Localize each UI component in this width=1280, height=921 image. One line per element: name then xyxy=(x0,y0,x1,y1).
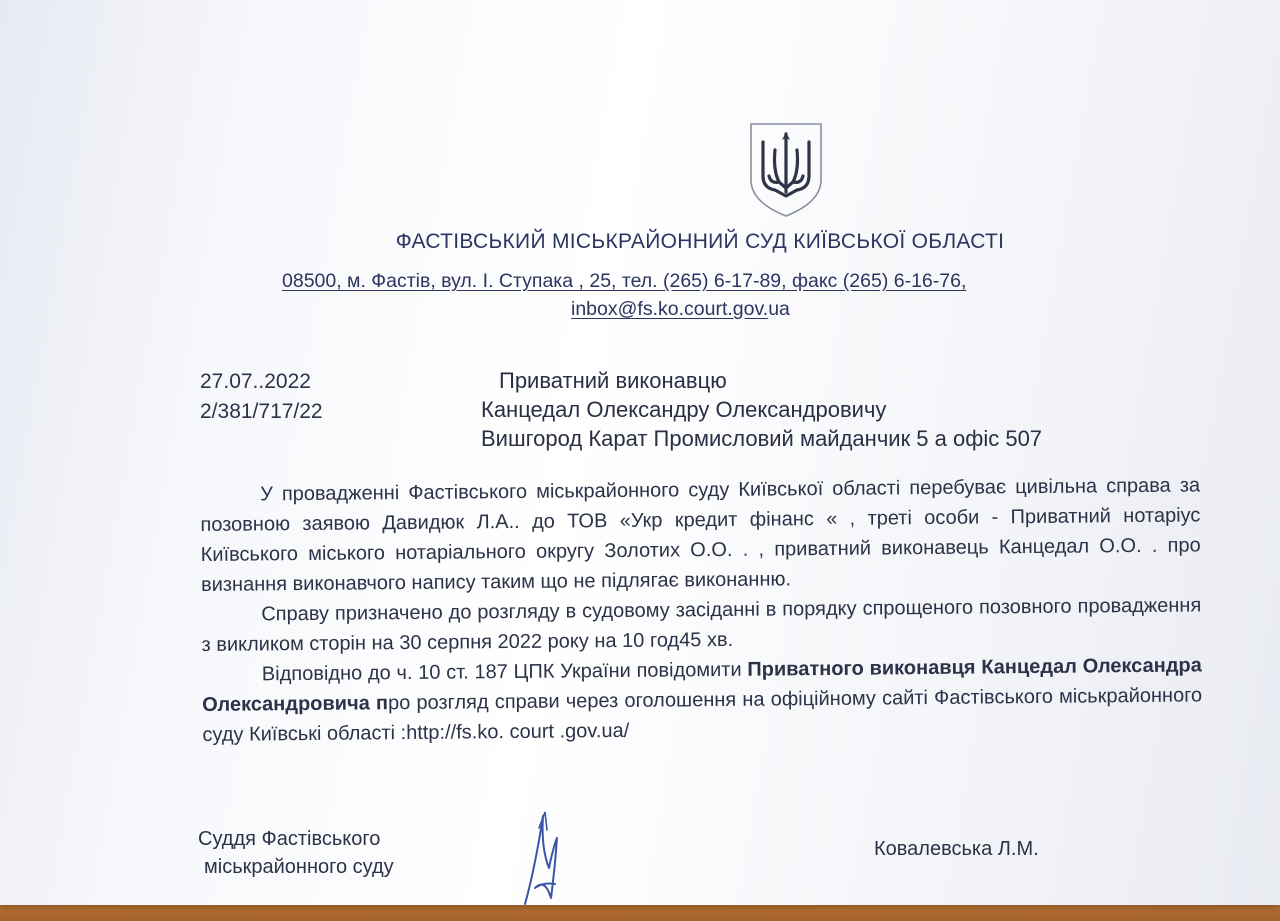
notice-text-start: Відповідно до ч. 10 ст. 187 ЦПК України повідомити xyxy=(261,658,748,686)
email-link[interactable]: inbox@fs.ko.court.gov. xyxy=(571,298,769,320)
addressee-name: Канцедал Олександру Олександровичу xyxy=(481,397,887,422)
paragraph-case-info: У провадженні Фастівського міськрайонного суду Київської області перебуває цивільна справа за позовною заявою Давидюк Л.А.. до ТОВ «Укр кредит фінанс « , треті особи - Приватний нотаріус Київського міського нотаріального округу Золотих О.О. . , приватний виконавець Канцедал О.О. . про визнання виконавчого напису таким що не підлягає виконанню. xyxy=(200,474,1201,596)
paragraph-notice xyxy=(202,650,1203,750)
handwritten-signature-icon xyxy=(505,808,575,908)
paragraph-hearing-date: Справу призначено до розгляду в судовому засіданні в порядку спрощеного позовного провадження з викликом сторін на 30 серпня 2022 року на 10 год45 хв. xyxy=(201,594,1202,656)
document-date: 27.07..2022 xyxy=(200,370,311,393)
notice-text-end: ро розгляд справи через оголошення на офіційному сайті Фастівського міськрайонного суду Київські області :http://fs.ko. court .gov.ua/ xyxy=(202,684,1203,746)
email-suffix: ua xyxy=(768,298,790,320)
addressee-title: Приватний виконавцю xyxy=(499,368,727,393)
court-name-heading: ФАСТІВСЬКИЙ МІСЬКРАЙОННИЙ СУД КИЇВСЬКОЇ ОБЛАСТІ xyxy=(395,230,1005,253)
addressee-address: Вишгород Карат Промисловий майданчик 5 а офіс 507 xyxy=(481,426,1043,451)
judge-name: Ковалевська Л.М. xyxy=(874,838,1039,860)
court-address: 08500, м. Фастів, вул. І. Ступака , 25, тел. (265) 6-17-89, факс (265) 6-16-76, xyxy=(282,270,967,292)
judge-position xyxy=(198,825,394,881)
letter-body xyxy=(200,470,1203,750)
reference-number: 2/381/717/22 xyxy=(200,400,323,423)
judge-position-line1: Суддя Фастівського xyxy=(198,828,381,850)
notice-recipient: Приватного виконавця Канцедал Олександра Олександровича п xyxy=(202,654,1202,716)
court-email xyxy=(571,298,790,321)
judge-position-line2: міськрайонного суду xyxy=(204,856,394,878)
coat-of-arms-icon xyxy=(749,122,823,218)
